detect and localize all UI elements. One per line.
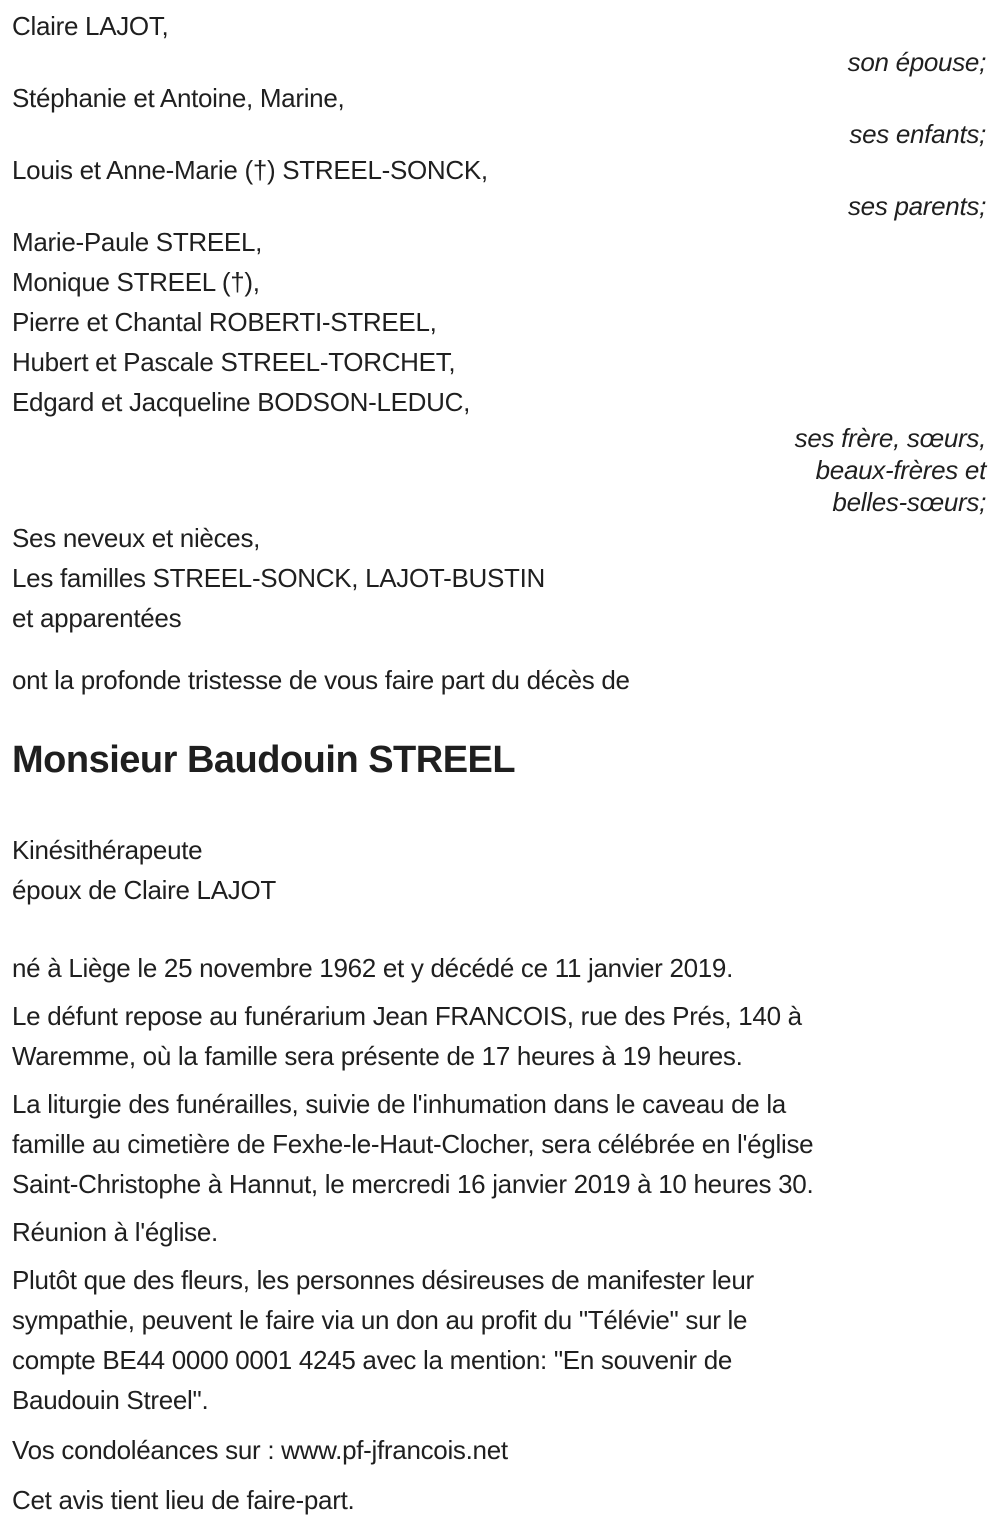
notice-footer-paragraph bbox=[12, 1480, 986, 1520]
family-name-line: Monique STREEL (†), bbox=[12, 267, 260, 297]
paragraph-line: Baudouin Streel". bbox=[12, 1385, 209, 1415]
reunion-paragraph bbox=[12, 1212, 986, 1252]
family-name-line: Hubert et Pascale STREEL-TORCHET, bbox=[12, 347, 456, 377]
paragraph-line: sympathie, peuvent le faire via un don au profit du "Télévie" sur le bbox=[12, 1305, 748, 1335]
family-name-line: Marie-Paule STREEL, bbox=[12, 227, 263, 257]
family-group-children bbox=[12, 78, 986, 150]
deceased-spouse-line: époux de Claire LAJOT bbox=[12, 875, 276, 905]
funeral-home-paragraph bbox=[12, 996, 986, 1076]
deceased-name: Monsieur Baudouin STREEL bbox=[12, 739, 516, 781]
family-name-line: et apparentées bbox=[12, 603, 182, 633]
deceased-profession: Kinésithérapeute bbox=[12, 835, 203, 865]
family-name-line: Les familles STREEL-SONCK, LAJOT-BUSTIN bbox=[12, 563, 545, 593]
relation-label: ses enfants; bbox=[849, 119, 986, 149]
family-name-line: Pierre et Chantal ROBERTI-STREEL, bbox=[12, 307, 437, 337]
family-name-line: Edgard et Jacqueline BODSON-LEDUC, bbox=[12, 387, 471, 417]
relation-label: son épouse; bbox=[847, 47, 986, 77]
family-group-extended bbox=[12, 518, 986, 638]
paragraph-line: Cet avis tient lieu de faire-part. bbox=[12, 1485, 355, 1515]
paragraph-line: Plutôt que des fleurs, les personnes désireuses de manifester leur bbox=[12, 1265, 754, 1295]
family-name-line: Stéphanie et Antoine, Marine, bbox=[12, 83, 345, 113]
family-group-siblings bbox=[12, 222, 986, 518]
paragraph-line: compte BE44 0000 0001 4245 avec la mention: "En souvenir de bbox=[12, 1345, 733, 1375]
deceased-details bbox=[12, 830, 986, 910]
family-name-line: Ses neveux et nièces, bbox=[12, 523, 261, 553]
family-name-line: Claire LAJOT, bbox=[12, 11, 169, 41]
condolences-paragraph bbox=[12, 1430, 986, 1470]
paragraph-line: La liturgie des funérailles, suivie de l'inhumation dans le caveau de la bbox=[12, 1089, 786, 1119]
family-announcers-section bbox=[12, 6, 986, 638]
paragraph-line: Waremme, où la famille sera présente de 17 heures à 19 heures. bbox=[12, 1041, 743, 1071]
relation-label: ses frère, sœurs, bbox=[794, 423, 986, 453]
birth-death-paragraph bbox=[12, 948, 986, 988]
paragraph-line: Le défunt repose au funérarium Jean FRANCOIS, rue des Prés, 140 à bbox=[12, 1001, 802, 1031]
paragraph-line: Réunion à l'église. bbox=[12, 1217, 218, 1247]
donation-paragraph bbox=[12, 1260, 986, 1420]
relation-label: ses parents; bbox=[847, 191, 986, 221]
paragraph-line: famille au cimetière de Fexhe-le-Haut-Clocher, sera célébrée en l'église bbox=[12, 1129, 814, 1159]
liturgy-paragraph bbox=[12, 1084, 986, 1204]
relation-label: belles-sœurs; bbox=[832, 487, 986, 517]
announcement-intro: ont la profonde tristesse de vous faire part du décès de bbox=[12, 665, 630, 695]
family-name-line: Louis et Anne-Marie (†) STREEL-SONCK, bbox=[12, 155, 488, 185]
paragraph-line: né à Liège le 25 novembre 1962 et y décédé ce 11 janvier 2019. bbox=[12, 953, 734, 983]
family-group-parents bbox=[12, 150, 986, 222]
paragraph-line: Saint-Christophe à Hannut, le mercredi 16 janvier 2019 à 10 heures 30. bbox=[12, 1169, 814, 1199]
relation-label: beaux-frères et bbox=[815, 455, 986, 485]
family-group-spouse bbox=[12, 6, 986, 78]
condolences-url: Vos condoléances sur : www.pf-jfrancois.net bbox=[12, 1435, 508, 1465]
